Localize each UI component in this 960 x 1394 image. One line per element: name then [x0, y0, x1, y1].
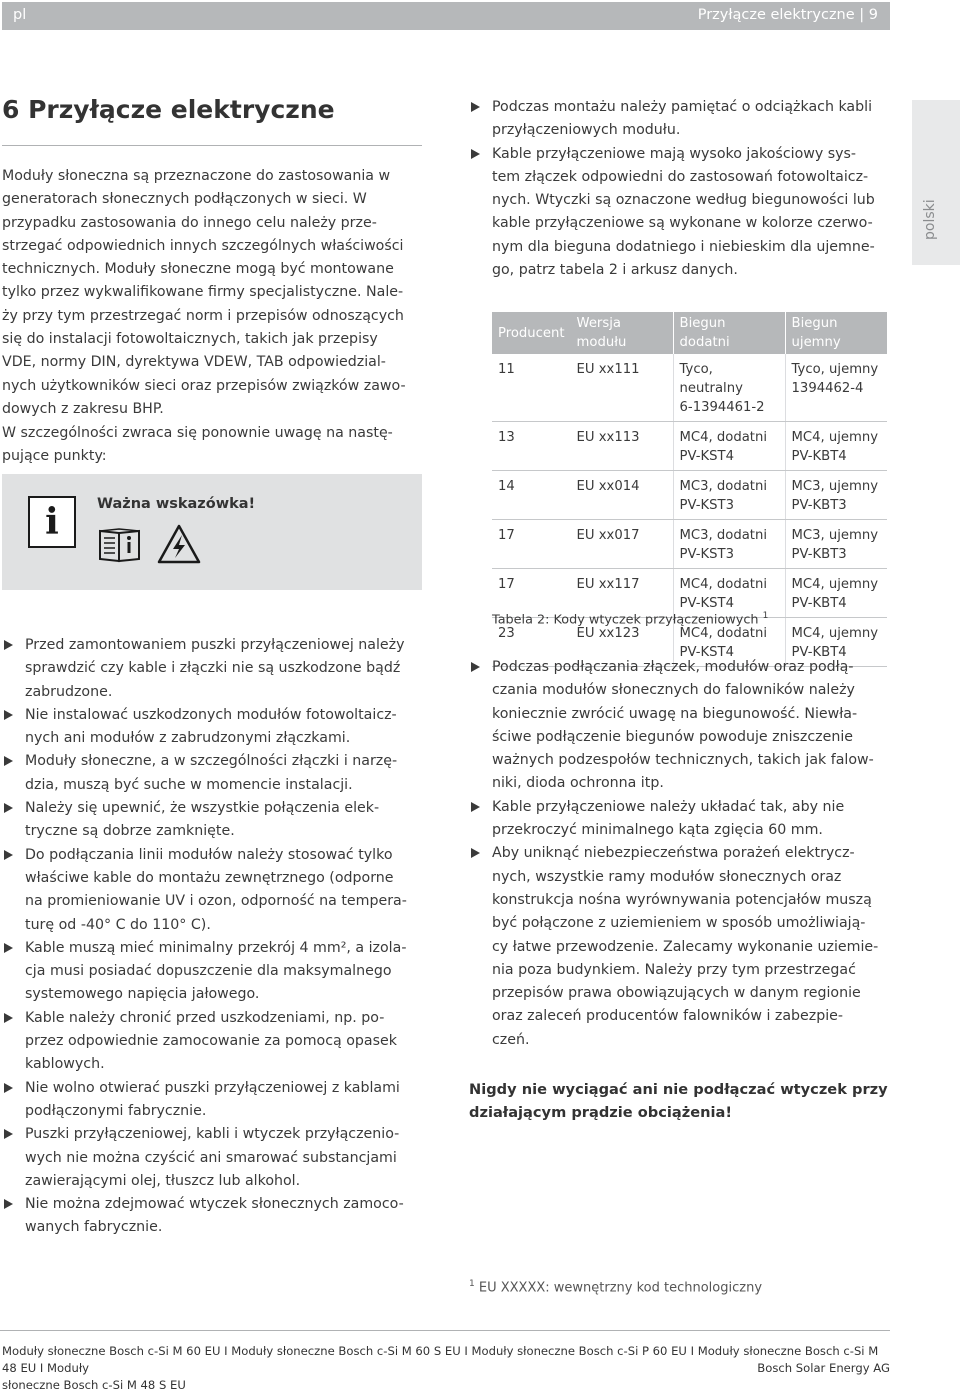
bullet-line: podłączonymi fabrycznie.	[25, 1102, 207, 1119]
cell-text: Tyco, neutralny	[679, 362, 743, 396]
intro-line: pujące punkty:	[2, 448, 107, 465]
footnote-text: EU XXXXX: wewnętrzny kod technologiczny	[474, 1280, 763, 1296]
table-caption-text: Tabela 2: Kody wtyczek przyłączeniowych	[492, 612, 759, 628]
cell-text: PV-KBT3	[791, 498, 847, 513]
cell-producer	[492, 471, 571, 520]
cell-positive	[673, 422, 785, 471]
bullet-triangle-icon	[4, 1083, 13, 1093]
bullet-triangle-icon	[471, 102, 480, 112]
bullet-item	[2, 704, 422, 751]
bullet-item	[469, 796, 894, 843]
bullet-line: być połączone z uziemieniem w sposób umożliwiają-	[492, 915, 866, 932]
footer-models-line-1: Moduły słoneczne Bosch c-Si M 60 EU I Moduły słoneczne Bosch c-Si M 60 S EU I Moduły słoneczne Bosch c-Si P 60 EU I Moduły słoneczne Bosch c-Si M 48 EU I Moduły	[2, 1344, 879, 1375]
bullet-line: właściwe kable do montażu zewnętrznego (odporne	[25, 869, 394, 886]
bullet-line: oraz zaleceń producentów falowników i zabezpie-	[492, 1008, 844, 1025]
footer-company: Bosch Solar Energy AG	[757, 1361, 890, 1375]
cell-text: EU xx014	[576, 479, 640, 494]
table-caption-footnote-mark: 1	[762, 611, 769, 621]
bullet-triangle-icon	[471, 149, 480, 159]
bullet-line: cja musi posiadać dopuszczenie dla maksymalnego	[25, 963, 392, 980]
cell-text: MC4, ujemny	[791, 430, 879, 445]
bullet-line: dzia, muszą być suche w momencie instalacji.	[25, 776, 353, 793]
table-row	[492, 520, 887, 569]
table-row	[492, 422, 887, 471]
cell-positive	[673, 471, 785, 520]
bullet-item	[2, 750, 422, 797]
cell-text: EU xx111	[576, 362, 640, 377]
bullet-line: zawierającymi olej, tłuszcz lub alkohol.	[25, 1172, 301, 1189]
col-header-version: Wersja modułu	[571, 312, 674, 354]
bullet-line: kablowych.	[25, 1056, 105, 1073]
bullet-line: czeń.	[492, 1031, 530, 1048]
bullet-line: ściwe podłączenie biegunów powoduje zniszczenie	[492, 728, 854, 745]
intro-line: VDE, normy DIN, dyrektywa VDEW, TAB odpowiedzial-	[2, 354, 386, 371]
bullet-line: nych, wszystkie ramy modułów słonecznych oraz	[492, 868, 842, 885]
cell-producer	[492, 422, 571, 471]
bullet-triangle-icon	[471, 662, 480, 672]
cell-text: PV-KBT3	[791, 547, 847, 562]
cell-text: PV-KST3	[679, 547, 734, 562]
intro-line: się do instalacji fotowoltaicznych, takich jak przepisy	[2, 331, 378, 348]
bullet-line: Podczas montażu należy pamiętać o odciążkach kabli	[492, 99, 873, 115]
bullet-line: Do podłączania linii modułów należy stosować tylko	[25, 846, 393, 863]
cell-text: MC3, ujemny	[791, 528, 879, 543]
cell-version	[571, 354, 674, 422]
cell-negative	[785, 471, 887, 520]
bullet-line: tem złączek odpowiedni do zastosowań fotowoltaicz-	[492, 168, 869, 185]
cell-producer	[492, 354, 571, 422]
cell-text: PV-KBT4	[791, 449, 847, 464]
bullet-line: przez odpowiednie zamocowanie za pomocą opasek	[25, 1033, 397, 1050]
cell-text: MC4, dodatni	[679, 430, 767, 445]
intro-line: strzegać odpowiednich innych szczególnych właściwości	[2, 237, 404, 254]
footer-models-line-2: słoneczne Bosch c-Si M 48 S EU	[2, 1378, 186, 1392]
bullet-triangle-icon	[4, 803, 13, 813]
col-header-producer: Producent	[492, 312, 571, 354]
bullet-line: Nie instalować uszkodzonych modułów fotowoltaicz-	[25, 706, 397, 723]
cell-text: MC3, ujemny	[791, 479, 879, 494]
bullet-line: cy łatwe przewodzenie. Zalecamy wykonanie uziemie-	[492, 938, 879, 955]
bullet-line: ważnych podzespołów technicznych, takich jak falow-	[492, 752, 874, 769]
bullet-line: nych ani modułów z zabrudzonymi złączkami.	[25, 730, 351, 747]
cell-text: EU xx017	[576, 528, 640, 543]
bullet-line: Podczas podłączania złączek, modułów oraz podłą-	[492, 659, 854, 675]
bullet-line: czania modułów słonecznych do falowników należy	[492, 682, 855, 699]
cell-text: PV-KBT4	[791, 596, 847, 611]
cell-text: 17	[498, 577, 515, 592]
intro-line: ży przy tym przestrzegać norm i przepisów odnoszących	[2, 307, 404, 324]
intro-line: przypadku zastosowania do innego celu należy prze-	[2, 214, 377, 231]
bullet-line: Kable przyłączeniowe należy układać tak, aby nie	[492, 798, 845, 815]
cell-text: MC4, dodatni	[679, 626, 767, 641]
footnote	[469, 1279, 762, 1295]
bullet-line: niki, dioda ochronna itp.	[492, 775, 664, 792]
bullet-line: systemowego napięcia jałowego.	[25, 986, 260, 1003]
cell-text: PV-KST3	[679, 498, 734, 513]
intro-line: Moduły słoneczna są przeznaczone do zastosowania w	[2, 168, 391, 184]
cell-text: 11	[498, 362, 515, 377]
cell-text: MC3, dodatni	[679, 528, 767, 543]
bullet-line: kable przyłączeniowe są wykonane w kolorze czerwo-	[492, 215, 873, 232]
bullet-line: Nie wolno otwierać puszki przyłączeniowej z kablami	[25, 1079, 400, 1096]
footer-divider	[0, 1330, 890, 1331]
left-bullet-list	[2, 634, 422, 1240]
bullet-triangle-icon	[4, 756, 13, 766]
bullet-item	[469, 842, 894, 1052]
cell-positive	[673, 520, 785, 569]
bullet-line: Puszki przyłączeniowej, kabli i wtyczek przyłączenio-	[25, 1126, 400, 1143]
bullet-line: Kable należy chronić przed uszkodzeniami, np. po-	[25, 1009, 385, 1026]
bullet-line: nych. Wtyczki są oznaczone według biegunowości lub	[492, 192, 875, 209]
bullet-item	[2, 937, 422, 1007]
bullet-line: wanych fabrycznie.	[25, 1219, 163, 1236]
bullet-triangle-icon	[4, 850, 13, 860]
cell-positive	[673, 354, 785, 422]
footnote-mark: 1	[469, 1279, 475, 1289]
bullet-item	[2, 844, 422, 937]
cell-negative	[785, 422, 887, 471]
language-side-tab	[912, 100, 960, 265]
bullet-line: przekroczyć minimalnego kąta zgięcia 60 mm.	[492, 822, 823, 839]
bold-warning	[469, 1078, 889, 1125]
bullet-item	[469, 656, 894, 796]
page-footer	[2, 1343, 892, 1394]
cell-text: 14	[498, 479, 515, 494]
bullet-item	[469, 96, 894, 143]
bullet-line: nia poza budynkiem. Należy przy tym przestrzegać	[492, 961, 856, 978]
bullet-line: nym dla bieguna dodatniego i niebieskim dla ujemne-	[492, 238, 875, 255]
bullet-line: turę od -40° C do 110° C).	[25, 916, 211, 933]
bullet-line: Moduły słoneczne, a w szczególności złączki i narzę-	[25, 753, 398, 770]
bullet-line: Należy się upewnić, że wszystkie połączenia elek-	[25, 800, 380, 817]
cell-text: MC3, dodatni	[679, 479, 767, 494]
bullet-item	[2, 1077, 422, 1124]
note-heading: Ważna wskazówka!	[97, 496, 256, 512]
table-header-row	[492, 312, 887, 354]
cell-text: PV-KST4	[679, 645, 734, 660]
cell-producer	[492, 520, 571, 569]
info-icon: i	[28, 496, 76, 548]
header-language: pl	[13, 7, 27, 23]
cell-text: EU xx117	[576, 577, 640, 592]
cell-version	[571, 520, 674, 569]
bullet-line: wych nie można czyścić ani smarować substancjami	[25, 1149, 397, 1166]
cell-text: 17	[498, 528, 515, 543]
bullet-item	[2, 634, 422, 704]
bullet-triangle-icon	[471, 802, 480, 812]
important-note-box	[2, 474, 422, 590]
col-header-negative: Biegun ujemny	[785, 312, 887, 354]
bullet-line: go, patrz tabela 2 i arkusz danych.	[492, 262, 738, 279]
cell-text: EU xx113	[576, 430, 640, 445]
bullet-triangle-icon	[471, 848, 480, 858]
warning-line: działającym prądzie obciążenia!	[469, 1104, 733, 1122]
bullet-line: sprawdzić czy kable i złączki nie są uszkodzone bądź	[25, 660, 401, 677]
bullet-triangle-icon	[4, 943, 13, 953]
title-divider	[2, 145, 422, 146]
bullet-line: przyłączeniowych modułu.	[492, 122, 681, 139]
intro-paragraph	[2, 165, 422, 421]
table-caption	[492, 611, 768, 627]
intro-line: tylko przez wykwalifikowane firmy specjalistyczne. Nale-	[2, 284, 404, 301]
right-top-bullet-list	[469, 96, 894, 282]
section-title: 6 Przyłącze elektryczne	[2, 95, 335, 124]
bullet-triangle-icon	[4, 710, 13, 720]
cell-text: EU xx123	[576, 626, 640, 641]
cell-text: 6-1394461-2	[679, 400, 765, 415]
table-row	[492, 471, 887, 520]
right-bottom-bullet-list	[469, 656, 894, 1052]
cell-negative	[785, 520, 887, 569]
intro-line: technicznych. Moduły słoneczne mogą być montowane	[2, 261, 394, 278]
bullet-line: koniecznie zwrócić uwagę na biegunowość. Niewła-	[492, 705, 858, 722]
cell-negative	[785, 569, 887, 618]
cell-negative	[785, 354, 887, 422]
warning-line: Nigdy nie wyciągać ani nie podłączać wtyczek przy	[469, 1081, 888, 1098]
electrical-hazard-icon	[156, 523, 202, 565]
cell-text: PV-KST4	[679, 596, 734, 611]
bullet-triangle-icon	[4, 640, 13, 650]
cell-text: MC4, ujemny	[791, 626, 879, 641]
cell-version	[571, 471, 674, 520]
table-row	[492, 354, 887, 422]
intro-paragraph-2	[2, 422, 422, 469]
intro-line: dowych z zakresu BHP.	[2, 400, 164, 417]
cell-text: 13	[498, 430, 515, 445]
side-tab-label: polski	[922, 199, 938, 240]
bullet-line: konstrukcja nośna wyrównywania potencjałów muszą	[492, 891, 872, 908]
bullet-item	[2, 1193, 422, 1240]
bullet-item	[469, 143, 894, 283]
bullet-line: Aby uniknąć niebezpieczeństwa porażeń elektrycz-	[492, 845, 855, 862]
bullet-triangle-icon	[4, 1199, 13, 1209]
bullet-line: Nie można zdejmować wtyczek słonecznych zamoco-	[25, 1196, 404, 1213]
cell-text: 1394462-4	[791, 381, 864, 396]
bullet-triangle-icon	[4, 1013, 13, 1023]
bullet-line: Kable przyłączeniowe mają wysoko jakościowy sys-	[492, 145, 857, 162]
bullet-item	[2, 797, 422, 844]
cell-text: 23	[498, 626, 515, 641]
manual-book-icon	[97, 525, 143, 565]
cell-text: Tyco, ujemny	[791, 362, 879, 377]
bullet-item	[2, 1123, 422, 1193]
bullet-line: zabrudzone.	[25, 683, 113, 700]
page-header	[2, 2, 890, 30]
bullet-line: przepisów prawa obowiązujących w danym regionie	[492, 985, 861, 1002]
cell-version	[571, 422, 674, 471]
bullet-item	[2, 1007, 422, 1077]
bullet-line: na promieniowanie UV i ozon, odporność na tempera-	[25, 893, 407, 910]
intro-line: W szczególności zwraca się ponownie uwagę na nastę-	[2, 425, 393, 441]
header-title: Przyłącze elektryczne | 9	[697, 7, 878, 23]
cell-text: PV-KST4	[679, 449, 734, 464]
intro-line: generatorach słonecznych podłączonych w sieci. W	[2, 191, 367, 208]
bullet-line: Kable muszą mieć minimalny przekrój 4 mm², a izola-	[25, 939, 407, 956]
bullet-line: tryczne są dobrze zamknięte.	[25, 823, 235, 840]
cell-text: MC4, ujemny	[791, 577, 879, 592]
bullet-line: Przed zamontowaniem puszki przyłączeniowej należy	[25, 637, 405, 653]
cell-text: MC4, dodatni	[679, 577, 767, 592]
cell-text: PV-KBT4	[791, 645, 847, 660]
col-header-positive: Biegun dodatni	[673, 312, 785, 354]
bullet-triangle-icon	[4, 1129, 13, 1139]
intro-line: nych użytkowników sieci oraz przepisów związków zawo-	[2, 377, 406, 394]
